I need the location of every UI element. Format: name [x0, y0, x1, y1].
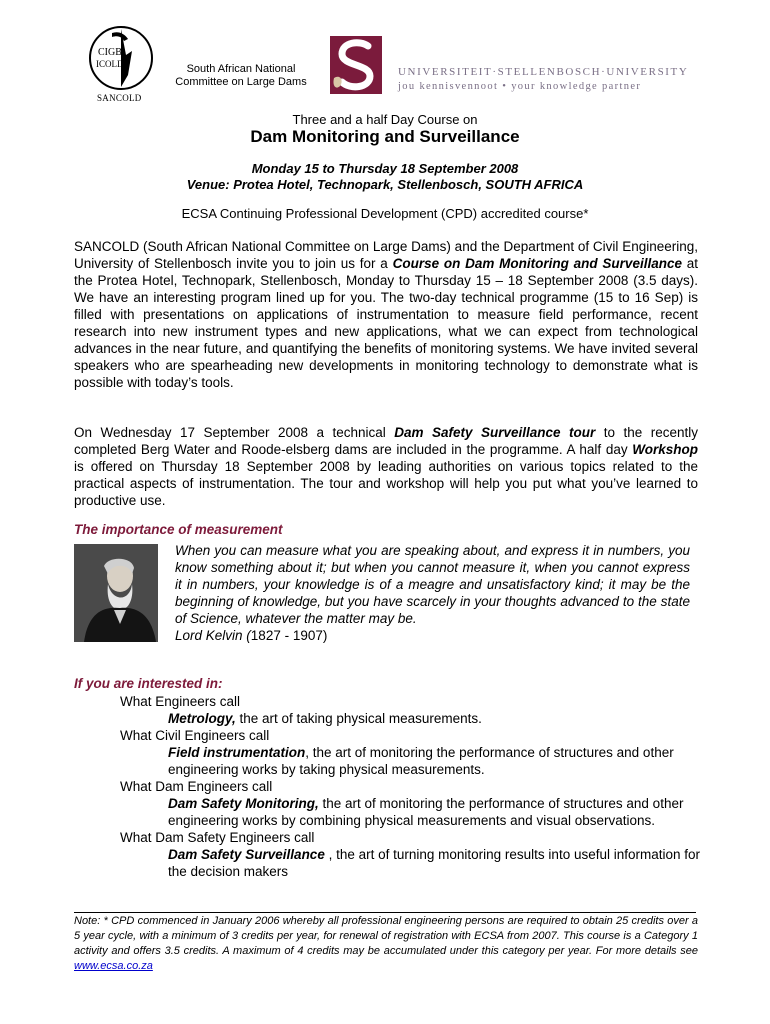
tour-emphasis: Dam Safety Surveillance tour: [394, 425, 596, 440]
sancold-caption: SANCOLD: [97, 93, 142, 103]
author-name: Lord Kelvin (: [175, 628, 251, 643]
term: Field instrumentation: [168, 745, 306, 760]
footnote-divider: [74, 912, 696, 913]
committee-name: [166, 63, 316, 89]
cigb-icold-logo: [88, 25, 154, 91]
footnote-text: Note: * CPD commenced in January 2006 whereby all professional engineering persons are required to obtain 25 credits over a 5 year cycle, with a minimum of 3 credits per year, for renewal of registration with ECSA from 2007. This course is a Category 1 activity and offers 3.5 credits. A maximum of 4 credits may be accumulated under this category per year. For more details see: [74, 915, 698, 957]
list-item-definition: [74, 710, 704, 727]
list-item-definition: [74, 744, 704, 778]
logo-text-icold: ICOLD: [96, 59, 124, 69]
committee-line-2: Committee on Large Dams: [175, 76, 307, 88]
university-tagline: jou kennisvennoot • your knowledge partner: [398, 81, 642, 92]
cpd-footnote: [74, 914, 698, 974]
kelvin-quote: [175, 542, 690, 644]
text-span: at the Protea Hotel, Technopark, Stellenbosch, Monday to Thursday 15 – 18 September 2008 (3.5 days). We have an interesting program lined up for you. The two-day technical programme (15 to 16 Sep) is filled with presentations on applications of instrumentation to measure field performance, recent research into new instrument types and new applications, what we can expect from technological advances in the near future, and quantifying the benefits of monitoring systems. We have invited several speakers who are spearheading new developments in monitoring technology to demonstrate what is possible with today’s tools.: [74, 256, 699, 390]
definition: , the art of turning monitoring results into useful information for the decision makers: [168, 847, 701, 879]
author-years: 1827 - 1907): [250, 628, 328, 643]
workshop-emphasis: Workshop: [632, 442, 698, 457]
text-span: to the recently completed Berg Water and Roode-elsberg dams are included in the programme. A half day: [74, 425, 698, 457]
course-title: Dam Monitoring and Surveillance: [250, 127, 520, 146]
term: Dam Safety Monitoring,: [168, 796, 319, 811]
text-span: is offered on Thursday 18 September 2008 by leading authorities on various topics related to the practical aspects of instrumentation. The tour and workshop will help you put what you’ve learned to productive use.: [74, 459, 698, 508]
course-intro: Three and a half Day Course on: [292, 112, 478, 127]
list-item-definition: [74, 846, 704, 880]
list-item-category: What Civil Engineers call: [120, 728, 270, 743]
list-item-category: What Dam Engineers call: [120, 779, 273, 794]
ecsa-accreditation: ECSA Continuing Professional Development (CPD) accredited course*: [181, 206, 589, 221]
definition: the art of monitoring the performance of structures and other engineering works by combining physical measurements and visual observations.: [168, 796, 684, 828]
list-item-category: What Dam Safety Engineers call: [120, 830, 315, 845]
committee-line-1: South African National: [186, 63, 296, 75]
lord-kelvin-portrait: [74, 544, 158, 642]
course-name-emphasis: Course on Dam Monitoring and Surveillance: [392, 256, 682, 271]
course-dates: Monday 15 to Thursday 18 September 2008: [251, 161, 519, 176]
tour-paragraph: [74, 424, 698, 509]
text-span: SANCOLD (South African National Committee on Large Dams) and the Department of Civil Engineering, University of Stellenbosch invite you to join us for a: [74, 239, 698, 271]
interested-heading: If you are interested in:: [74, 676, 223, 691]
intro-paragraph: [74, 238, 698, 391]
text-span: On Wednesday 17 September 2008 a technical: [74, 425, 395, 440]
importance-heading: The importance of measurement: [74, 522, 283, 537]
course-dates-venue: [0, 161, 770, 193]
quote-text: When you can measure what you are speaking about, and express it in numbers, you know something about it; but when you cannot measure it, when you cannot express it in numbers, your knowledge is of a meagre and unsatisfactory kind; it may be the beginning of knowledge, but you have scarcely in your thoughts advanced to the state of Science, whatever the matter may be.: [175, 543, 690, 626]
ecsa-link[interactable]: www.ecsa.co.za: [74, 960, 153, 972]
definition: , the art of monitoring the performance of structures and other engineering works by taking physical measurements.: [168, 745, 674, 777]
term: Metrology,: [168, 711, 236, 726]
course-venue: Venue: Protea Hotel, Technopark, Stellenbosch, SOUTH AFRICA: [186, 177, 584, 192]
interest-list: [74, 693, 704, 880]
logo-text-cigb: CIGB: [98, 47, 122, 58]
university-name: UNIVERSITEIT·STELLENBOSCH·UNIVERSITY: [398, 66, 689, 78]
quote-author: [175, 627, 690, 644]
term: Dam Safety Surveillance: [168, 847, 325, 862]
list-item-category: What Engineers call: [120, 694, 241, 709]
stellenbosch-logo: [330, 36, 382, 94]
list-item-definition: [74, 795, 704, 829]
definition: the art of taking physical measurements.: [235, 711, 482, 726]
